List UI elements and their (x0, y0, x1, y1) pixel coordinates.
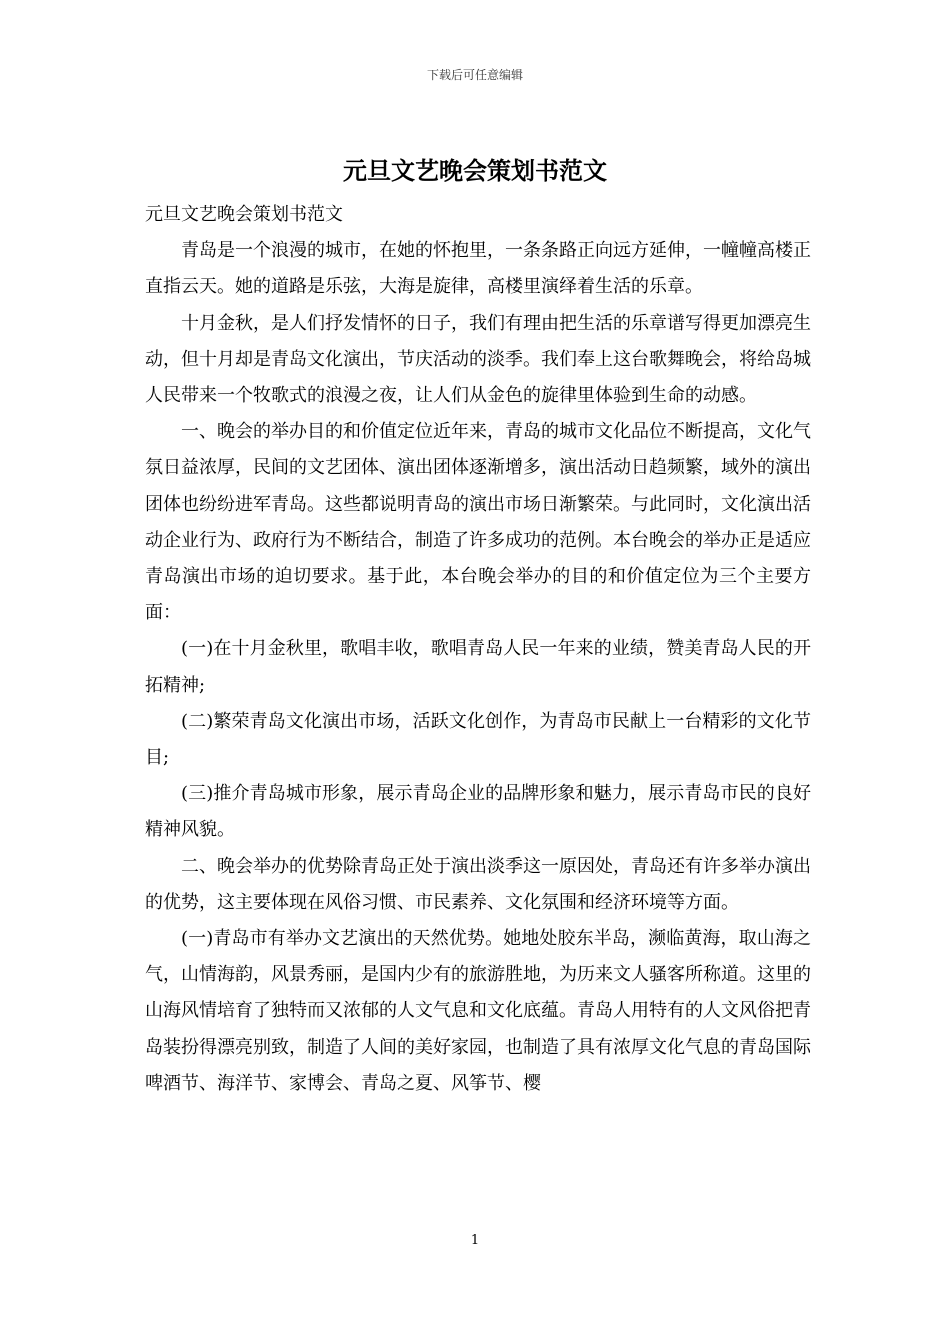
paragraph-intro-2: 十月金秋，是人们抒发情怀的日子，我们有理由把生活的乐章谱写得更加漂亮生动，但十月却是青岛文化演出，节庆活动的淡季。我们奉上这台歌舞晚会，将给岛城人民带来一个牧歌式的浪漫之夜，让人们从金色的旋律里体验到生命的动感。 (145, 312, 811, 407)
document-title: 元旦文艺晚会策划书范文 (343, 156, 607, 185)
paragraph-advantage-1: (一)青岛市有举办文艺演出的天然优势。她地处胶东半岛，濒临黄海，取山海之气，山情海韵，风景秀丽，是国内少有的旅游胜地，为历来文人骚客所称道。这里的山海风情培育了独特而又浓郁的人文气息和文化底蕴。青岛人用特有的人文风俗把青岛装扮得漂亮别致，制造了人间的美好家园，也制造了具有浓厚文化气息的青岛国际啤酒节、海洋节、家博会、青岛之夏、风筝节、樱 (145, 928, 811, 1094)
document-body (145, 197, 811, 1102)
page-number: 1 (470, 1233, 480, 1248)
paragraph-item-2: (二)繁荣青岛文化演出市场，活跃文化创作，为青岛市民献上一台精彩的文化节目; (145, 710, 811, 769)
page-header-note: 下载后可任意编辑 (426, 68, 523, 82)
paragraph-item-3: (三)推介青岛城市形象，展示青岛企业的品牌形象和魅力，展示青岛市民的良好精神风貌。 (145, 783, 811, 841)
paragraph-intro-1: 青岛是一个浪漫的城市，在她的怀抱里，一条条路正向远方延伸，一幢幢高楼正直指云天。她的道路是乐弦，大海是旋律，高楼里演绎着生活的乐章。 (145, 240, 811, 298)
document-subtitle: 元旦文艺晚会策划书范文 (145, 204, 343, 225)
paragraph-section-2: 二、晚会举办的优势除青岛正处于演出淡季这一原因处，青岛还有许多举办演出的优势，这主要体现在风俗习惯、市民素养、文化氛围和经济环境等方面。 (145, 855, 811, 913)
paragraph-section-1: 一、晚会的举办目的和价值定位近年来，青岛的城市文化品位不断提高，文化气氛日益浓厚，民间的文艺团体、演出团体逐渐增多，演出活动日趋频繁，域外的演出团体也纷纷进军青岛。这些都说明青岛的演出市场日渐繁荣。与此同时，文化演出活动企业行为、政府行为不断结合，制造了许多成功的范例。本台晚会的举办正是适应青岛演出市场的迫切要求。基于此，本台晚会举办的目的和价值定位为三个主要方面： (145, 421, 811, 624)
paragraph-item-1: (一)在十月金秋里，歌唱丰收，歌唱青岛人民一年来的业绩，赞美青岛人民的开拓精神; (145, 638, 811, 696)
